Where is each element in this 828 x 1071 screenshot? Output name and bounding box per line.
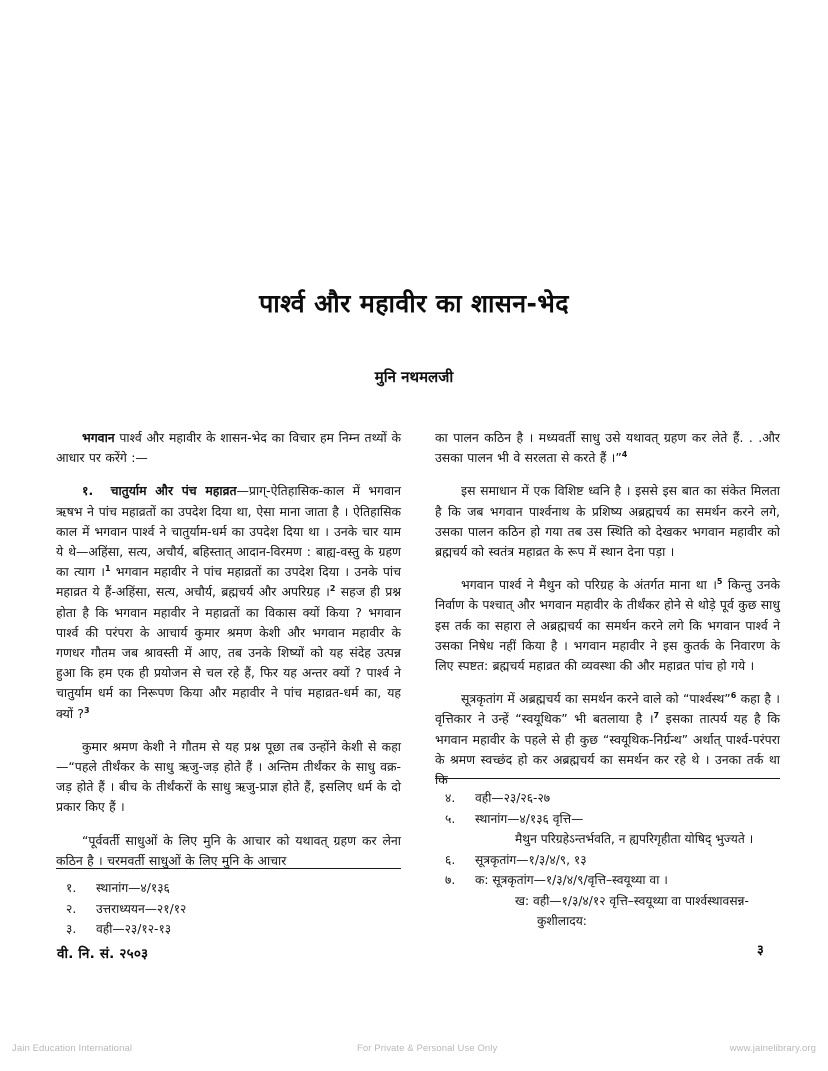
footnote-text: स्थानांग—४/१३६ xyxy=(96,881,170,895)
paragraph-text: भगवान पार्श्व ने मैथुन को परिग्रह के अंतर्गत माना था । xyxy=(461,577,717,593)
footnote-text xyxy=(475,809,780,850)
footnotes-left xyxy=(56,868,401,940)
footnote-ref-4[interactable]: 4 xyxy=(621,450,628,460)
paragraph-text-2: किन्तु उनके निर्वाण के पश्चात् और भगवान महावीर के तीर्थंकर होने से थोड़े पूर्व कुछ साधु इस तर्क का सहारा ले अब्रह्मचर्य का समर्थन करने लगे कि भगवान पार्श्व ने उसका निषेध नहीं किया है । भगवान महावीर ने इस कुतर्क के निवारण के लिए स्पष्टत: ब्रह्मचर्य महाव्रत की व्यवस्था की और महाव्रत पांच हो गये । xyxy=(435,577,780,674)
footnote-text: उत्तराध्ययन—२१/१२ xyxy=(96,901,187,916)
footnote-number: ४. xyxy=(445,791,456,805)
paragraph-item-1 xyxy=(56,481,401,723)
footer-website[interactable]: www.jainelibrary.org xyxy=(729,1042,816,1054)
paragraph-keshi-question: कुमार श्रमण केशी ने गौतम से यह प्रश्न पूछा तब उन्होंने केशी से कहा—“पहले तीर्थंकर के साधु ऋजु-जड़ होते हैं । अन्तिम तीर्थंकर के साधु वक्र-जड़ होते हैं । बीच के तीर्थंकरों के साधु ऋजु-प्राज्ञ होते हैं, इसलिए धर्म के दो प्रकार किए हैं । xyxy=(56,738,401,815)
footnote-number: ५. xyxy=(445,811,456,826)
paragraph-text-3: इसका तात्पर्य यह है कि भगवान महावीर के पहले से ही कुछ “स्वयूथिक-निर्ग्रन्थ” अर्थात् पार्श्व-परंपरा के श्रमण स्वच्छंद हो कर अब्रह्मचर्य का समर्थन कर रहे थे । उनका तर्क था कि xyxy=(435,711,780,788)
footnote-ref-5[interactable]: 5 xyxy=(716,577,723,587)
footnote-ref-3[interactable]: 3 xyxy=(83,705,90,715)
footnote-entry xyxy=(56,878,401,899)
issue-serial-mark: वी. नि. सं. २५०३ xyxy=(57,946,149,962)
footnote-entry xyxy=(56,919,401,940)
footnote-number: २. xyxy=(66,901,77,916)
footnote-number: १. xyxy=(66,881,77,895)
footnote-entry xyxy=(435,850,780,871)
footnote-number: ७. xyxy=(445,873,456,887)
footnote-text-main: क: सूत्रकृतांग—१/३/४/९/वृत्ति–स्वयूथ्या वा । xyxy=(475,873,668,887)
footnote-text-sub: ख: वही—१/३/४/१२ वृत्ति–स्वयूथ्या वा पार्श्वस्थावसन्न- xyxy=(515,893,749,908)
footnote-text: वही—२३/१२-१३ xyxy=(96,922,172,936)
paragraph-text: —प्राग्-ऐतिहासिक-काल में भगवान ऋषभ ने पांच महाव्रतों का उपदेश दिया था, ऐसा माना जाता है । ऐतिहासिक काल में भगवान पार्श्व ने चातुर्याम-धर्म का उपदेश दिया था । उनके चार याम ये थे—अहिंसा, सत्य, अचौर्य, बहिस्तात् आदान-विरमण : बाह्य-वस्तु के ग्रहण का त्याग । xyxy=(56,483,401,580)
paragraph-number: १. xyxy=(82,483,94,499)
paragraph-heading: चातुर्याम और पंच महाव्रत xyxy=(110,483,237,499)
footnote-text: सूत्रकृतांग—१/३/४/९, १३ xyxy=(475,852,587,867)
footnote-text-main: स्थानांग—४/१३६ वृत्ति— xyxy=(475,811,584,826)
footnote-number: ३. xyxy=(66,922,77,936)
footer-organization: Jain Education International xyxy=(12,1042,133,1054)
title-block xyxy=(0,288,828,387)
footnote-text: वही—२३/२६-२७ xyxy=(475,791,551,805)
footnote-text-sub: मैथुन परिग्रहेऽन्तर्भवति, न ह्यपरिगृहीता योषिद् भुज्यते । xyxy=(515,832,754,846)
paragraph-text-2: कहा है । वृत्तिकार ने उन्हें “स्वयूथिक” भी बतलाया है । xyxy=(435,691,780,727)
page-number: ३ xyxy=(757,943,764,958)
column-right xyxy=(435,428,780,790)
body-columns xyxy=(56,428,780,936)
footnote-text-sub2: कुशीलादय: xyxy=(537,914,587,928)
footnote-separator-rule xyxy=(56,868,401,869)
paragraph-lead-word: भगवान xyxy=(82,430,115,445)
footnote-number: ६. xyxy=(445,852,456,867)
footnote-ref-7[interactable]: 7 xyxy=(653,711,660,721)
author-byline: मुनि नथमलजी xyxy=(374,368,454,387)
footnote-separator-rule xyxy=(435,778,780,779)
footnote-text xyxy=(475,870,780,932)
paragraph-intro xyxy=(56,428,401,468)
paragraph-sutrakritanga xyxy=(435,689,780,790)
footnote-entry xyxy=(435,788,780,809)
footnote-list-left xyxy=(56,878,401,940)
footer-usage-notice: For Private & Personal Use Only xyxy=(357,1042,498,1054)
paragraph-maithun xyxy=(435,575,780,676)
paragraph-text: सूत्रकृतांग में अब्रह्मचर्य का समर्थन करने वाले को “पार्श्वस्थ” xyxy=(461,691,731,707)
footnote-entry xyxy=(435,870,780,932)
paragraph-text: का पालन कठिन है । मध्यवर्ती साधु उसे यथावत् ग्रहण कर लेते हैं. . .और उसका पालन भी वे सरलता से करते हैं ।” xyxy=(435,430,780,466)
footnote-list-right xyxy=(435,788,780,932)
paragraph-continuation xyxy=(435,428,780,468)
paragraph-text: पार्श्व और महावीर के शासन-भेद का विचार हम निम्न तथ्यों के आधार पर करेंगे :— xyxy=(56,430,401,466)
paragraph-text-3: सहज ही प्रश्न होता है कि भगवान महावीर ने महाव्रतों का विकास क्यों किया ? भगवान पार्श्व की परंपरा के आचार्य कुमार श्रमण केशी और भगवान महावीर के गणधर गौतम जब श्रावस्ती में आए, तब उनके शिष्यों को यह संदेह उत्पन्न हुआ कि हम एक ही प्रयोजन से चल रहे हैं, फिर यह अन्तर क्यों ? पार्श्व ने चातुर्याम धर्म का निरूपण किया और महावीर ने पांच महाव्रत-धर्म का, यह क्यों ? xyxy=(56,584,402,721)
footnotes-right xyxy=(435,778,780,932)
footnote-ref-2[interactable]: 2 xyxy=(329,584,336,594)
column-left xyxy=(56,428,401,871)
paragraph-quote-purvavarti: “पूर्ववर्ती साधुओं के लिए मुनि के आचार को यथावत् ग्रहण कर लेना कठिन है । चरमवर्ती साधुओं के लिए मुनि के आचार xyxy=(56,832,401,868)
footnote-entry xyxy=(56,899,401,920)
footnote-ref-1[interactable]: 1 xyxy=(105,564,111,574)
page-footer xyxy=(0,1036,828,1060)
paragraph-text-2: भगवान महावीर ने पांच महाव्रतों का उपदेश दिया । उनके पांच महाव्रत ये हैं-अहिंसा, सत्य, अचौर्य, ब्रह्मचर्य और अपरिग्रह । xyxy=(56,564,401,600)
footnote-entry xyxy=(435,809,780,850)
footnote-ref-6[interactable]: 6 xyxy=(730,691,737,701)
page-title: पार्श्व और महावीर का शासन-भेद xyxy=(259,289,569,318)
paragraph-samadhan: इस समाधान में एक विशिष्ट ध्वनि है । इससे इस बात का संकेत मिलता है कि जब भगवान पार्श्वनाथ के प्रशिष्य अब्रह्मचर्य का समर्थन करने लगे, उसका पालन कठिन हो गया तब उस स्थिति को देखकर भगवान महावीर को ब्रह्मचर्य को स्वतंत्र महाव्रत के रूप में स्थान देना पड़ा । xyxy=(435,483,780,560)
